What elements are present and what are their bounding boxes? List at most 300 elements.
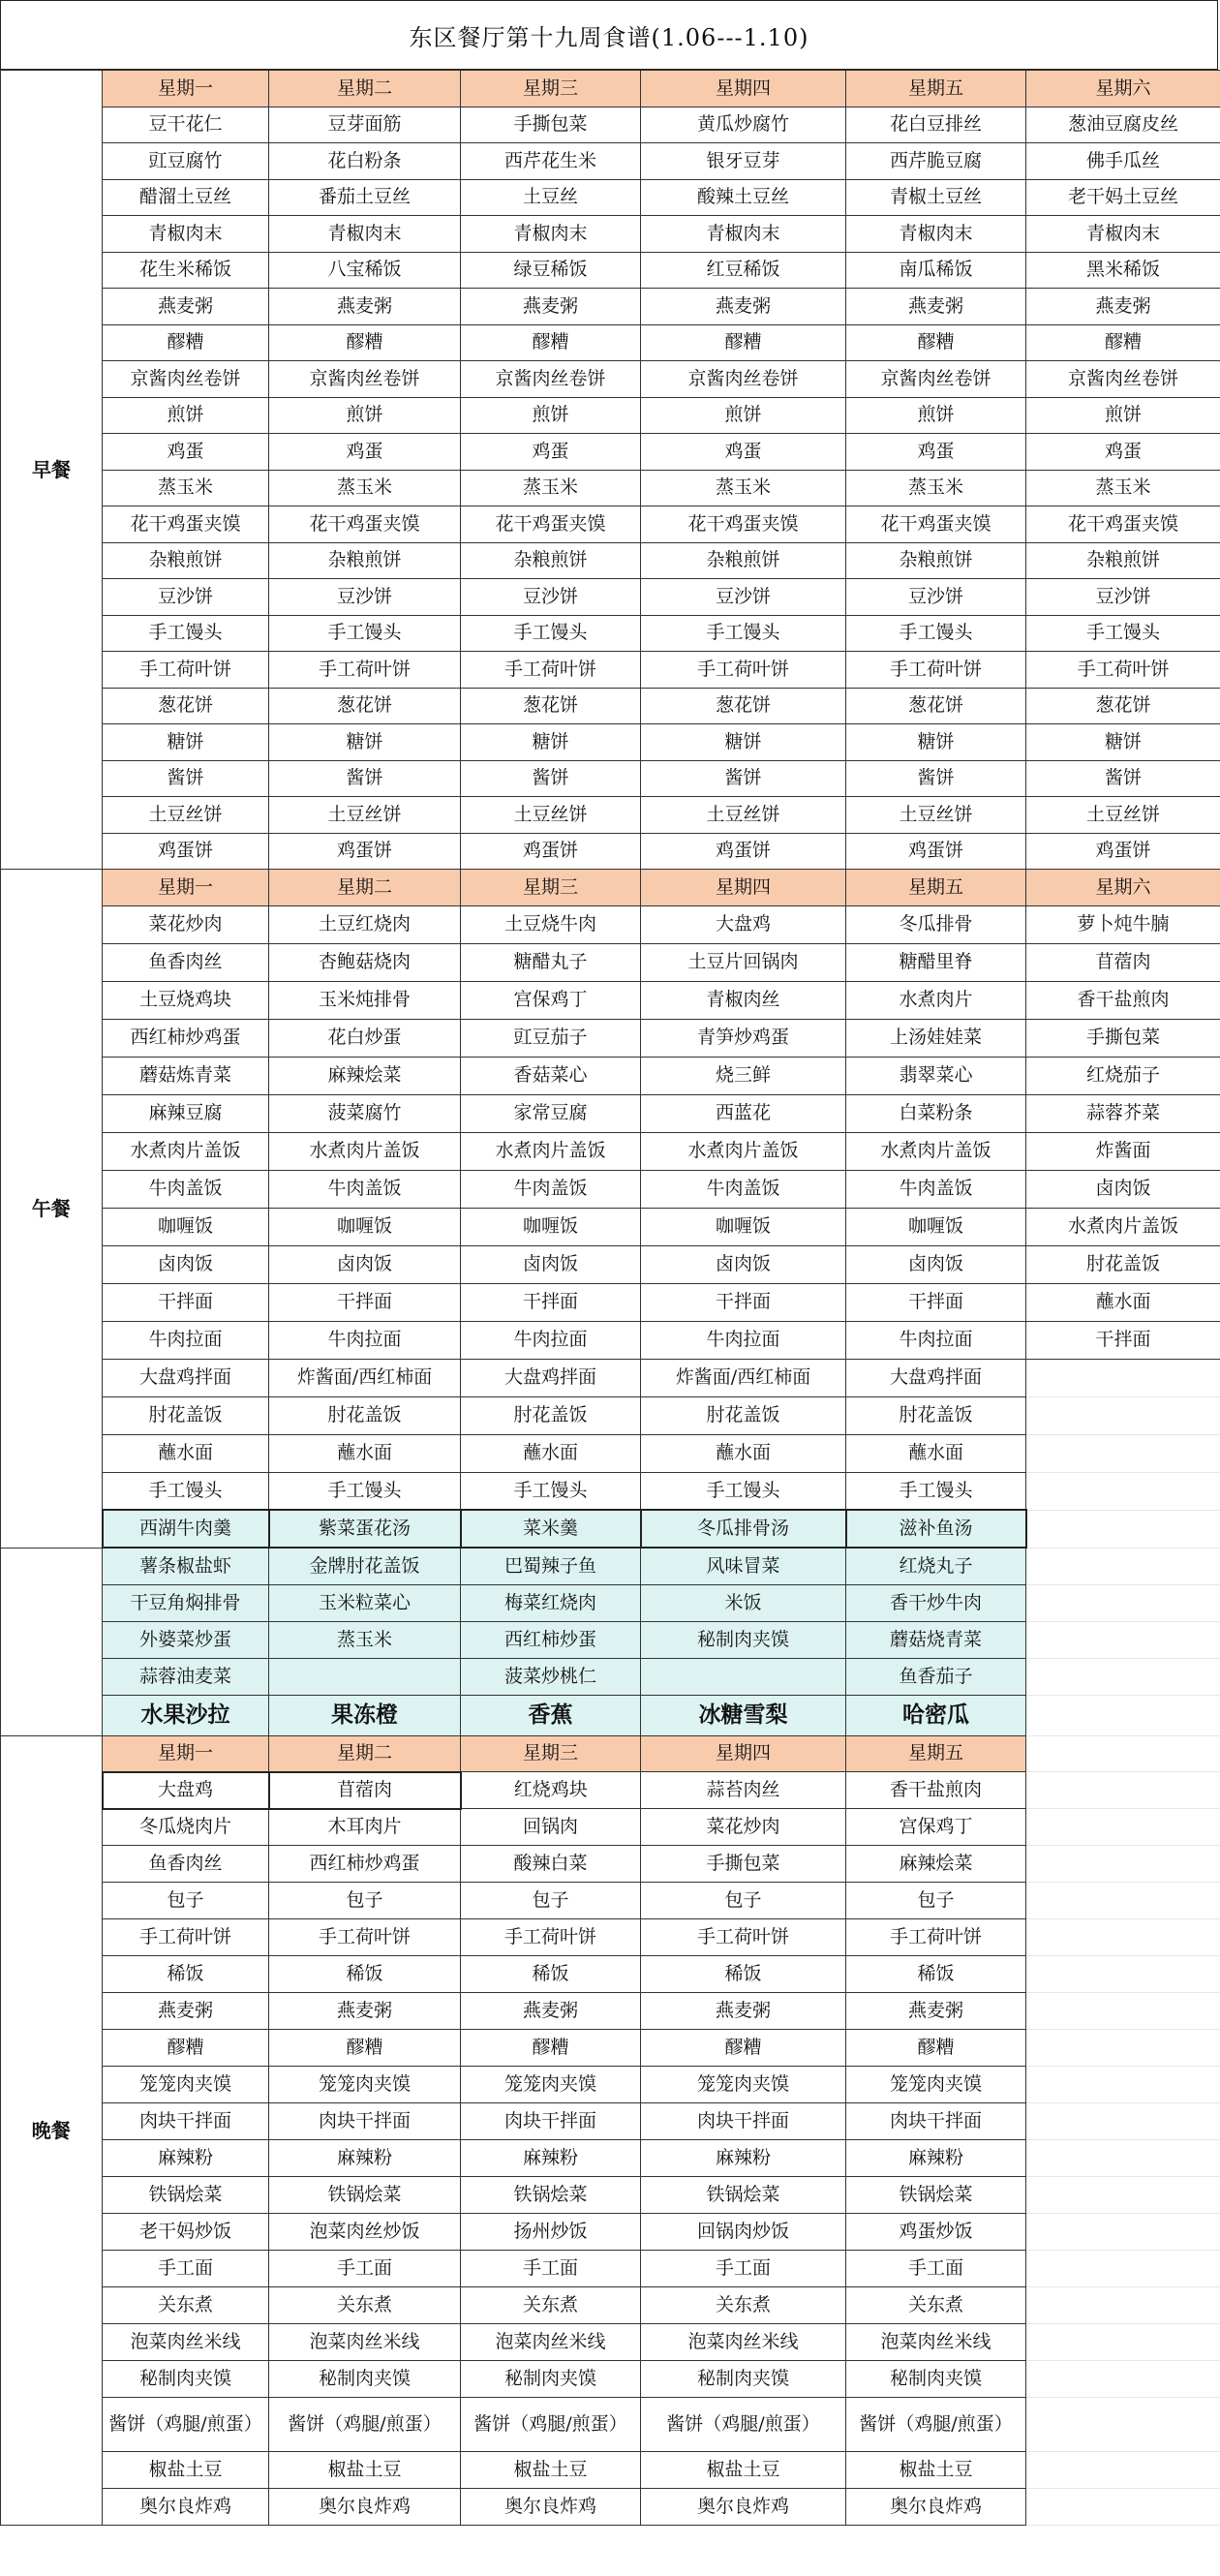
menu-cell: 肉块干拌面 <box>846 2103 1026 2140</box>
menu-cell: 炸酱面/西红柿面 <box>269 1359 461 1396</box>
empty-cell <box>1026 2489 1220 2526</box>
menu-cell: 京酱肉丝卷饼 <box>641 361 846 398</box>
menu-cell: 稀饭 <box>641 1956 846 1993</box>
table-row <box>1 1245 1220 1283</box>
empty-cell <box>1026 1993 1220 2030</box>
menu-cell: 手工馒头 <box>269 615 461 652</box>
menu-cell: 手工荷叶饼 <box>461 1919 641 1956</box>
table-row <box>1 1434 1220 1472</box>
menu-cell: 笼笼肉夹馍 <box>641 2067 846 2103</box>
table-row <box>1 1396 1220 1434</box>
table-row <box>1 1956 1220 1993</box>
menu-cell: 关东煮 <box>461 2287 641 2324</box>
menu-cell: 稀饭 <box>461 1956 641 1993</box>
menu-cell: 醪糟 <box>1026 324 1220 361</box>
snack-row <box>1 1548 1220 1584</box>
menu-cell: 醪糟 <box>103 2030 269 2067</box>
menu-cell: 手撕包菜 <box>1026 1019 1220 1057</box>
menu-cell: 萝卜炖牛腩 <box>1026 905 1220 943</box>
menu-cell: 铁锅烩菜 <box>269 2177 461 2214</box>
menu-cell: 咖喱饭 <box>103 1208 269 1245</box>
table-row <box>1 2489 1220 2526</box>
menu-cell: 泡菜肉丝炒饭 <box>269 2214 461 2251</box>
table-row <box>1 833 1220 870</box>
menu-cell: 手工面 <box>103 2251 269 2287</box>
menu-cell: 干拌面 <box>1026 1321 1220 1359</box>
menu-cell: 手工荷叶饼 <box>641 652 846 689</box>
menu-cell: 玉米炖排骨 <box>269 981 461 1019</box>
menu-cell: 干拌面 <box>103 1283 269 1321</box>
menu-cell: 青椒肉末 <box>269 216 461 253</box>
empty-cell <box>1026 1809 1220 1846</box>
menu-cell: 土豆烧鸡块 <box>103 981 269 1019</box>
menu-cell: 苜蓿肉 <box>269 1772 461 1809</box>
menu-cell: 家常豆腐 <box>461 1094 641 1132</box>
menu-cell: 包子 <box>461 1883 641 1919</box>
menu-cell: 手工馒头 <box>1026 615 1220 652</box>
breakfast-label: 早餐 <box>1 71 103 870</box>
menu-cell: 鸡蛋饼 <box>269 833 461 870</box>
fruit-cell: 冰糖雪梨 <box>641 1695 846 1735</box>
menu-cell: 糖饼 <box>846 724 1026 761</box>
menu-cell: 葱花饼 <box>641 688 846 724</box>
menu-cell: 青椒肉末 <box>641 216 846 253</box>
menu-cell: 番茄土豆丝 <box>269 179 461 216</box>
day-header: 星期三 <box>461 71 641 107</box>
menu-cell: 煎饼 <box>846 397 1026 434</box>
table-row <box>1 2214 1220 2251</box>
menu-cell: 水煮肉片盖饭 <box>846 1132 1026 1170</box>
menu-cell: 酱饼 <box>103 760 269 797</box>
menu-cell: 牛肉拉面 <box>846 1321 1026 1359</box>
menu-cell: 蘸水面 <box>641 1434 846 1472</box>
menu-cell: 豆沙饼 <box>269 579 461 616</box>
empty-cell <box>1026 1883 1220 1919</box>
menu-cell: 手撕包菜 <box>461 107 641 143</box>
table-row <box>1 2140 1220 2177</box>
menu-cell: 葱花饼 <box>1026 688 1220 724</box>
menu-cell: 蒸玉米 <box>269 470 461 506</box>
menu-cell: 肘花盖饭 <box>846 1396 1026 1434</box>
snack-cell: 秘制肉夹馍 <box>641 1621 846 1658</box>
table-row <box>1 2324 1220 2361</box>
menu-cell: 鱼香肉丝 <box>103 1846 269 1883</box>
menu-cell: 椒盐土豆 <box>641 2452 846 2489</box>
menu-cell: 黑米稀饭 <box>1026 252 1220 289</box>
table-row <box>1 688 1220 724</box>
menu-cell: 醪糟 <box>103 324 269 361</box>
menu-cell: 京酱肉丝卷饼 <box>269 361 461 398</box>
menu-cell: 豆干花仁 <box>103 107 269 143</box>
table-row <box>1 2361 1220 2398</box>
menu-cell: 煎饼 <box>461 397 641 434</box>
menu-cell: 银牙豆芽 <box>641 143 846 180</box>
empty-cell <box>1026 1695 1220 1735</box>
menu-cell: 冬瓜排骨 <box>846 905 1026 943</box>
snack-cell <box>269 1658 461 1695</box>
menu-cell: 酱饼 <box>461 760 641 797</box>
menu-cell: 手工馒头 <box>846 1472 1026 1510</box>
menu-cell: 杂粮煎饼 <box>846 542 1026 579</box>
table-row <box>1 289 1220 325</box>
fruit-cell: 果冻橙 <box>269 1695 461 1735</box>
menu-cell: 咖喱饭 <box>461 1208 641 1245</box>
table-row <box>1 1993 1220 2030</box>
menu-cell: 关东煮 <box>103 2287 269 2324</box>
menu-cell: 蘸水面 <box>846 1434 1026 1472</box>
menu-cell: 菜米羹 <box>461 1510 641 1548</box>
menu-cell: 笼笼肉夹馍 <box>846 2067 1026 2103</box>
menu-cell: 泡菜肉丝米线 <box>641 2324 846 2361</box>
menu-cell: 水煮肉片盖饭 <box>461 1132 641 1170</box>
menu-cell: 手工荷叶饼 <box>846 1919 1026 1956</box>
empty-cell <box>1026 2140 1220 2177</box>
menu-cell: 酱饼（鸡腿/煎蛋） <box>103 2398 269 2452</box>
snack-row <box>1 1621 1220 1658</box>
table-row <box>1 724 1220 761</box>
menu-cell: 酱饼（鸡腿/煎蛋） <box>461 2398 641 2452</box>
menu-cell: 醪糟 <box>461 324 641 361</box>
menu-cell: 花白粉条 <box>269 143 461 180</box>
menu-cell: 烧三鲜 <box>641 1057 846 1094</box>
menu-cell: 鸡蛋炒饭 <box>846 2214 1026 2251</box>
empty-cell <box>1026 2361 1220 2398</box>
menu-cell: 奥尔良炸鸡 <box>269 2489 461 2526</box>
table-row <box>1 397 1220 434</box>
menu-cell: 稀饭 <box>269 1956 461 1993</box>
menu-cell: 干拌面 <box>269 1283 461 1321</box>
menu-cell: 酱饼 <box>641 760 846 797</box>
menu-cell: 麻辣粉 <box>103 2140 269 2177</box>
menu-cell: 鸡蛋饼 <box>103 833 269 870</box>
menu-cell: 煎饼 <box>641 397 846 434</box>
menu-cell: 土豆丝饼 <box>103 797 269 834</box>
menu-cell: 杂粮煎饼 <box>1026 542 1220 579</box>
menu-cell: 秘制肉夹馍 <box>103 2361 269 2398</box>
menu-cell: 西芹脆豆腐 <box>846 143 1026 180</box>
day-header: 星期二 <box>269 71 461 107</box>
menu-cell: 西红柿炒鸡蛋 <box>103 1019 269 1057</box>
menu-cell: 牛肉拉面 <box>641 1321 846 1359</box>
menu-cell: 西芹花生米 <box>461 143 641 180</box>
breakfast-header-row <box>1 71 1220 107</box>
fruit-cell: 水果沙拉 <box>103 1695 269 1735</box>
menu-cell: 燕麦粥 <box>641 1993 846 2030</box>
menu-cell: 蘸水面 <box>103 1434 269 1472</box>
menu-cell: 青椒肉末 <box>461 216 641 253</box>
menu-cell: 上汤娃娃菜 <box>846 1019 1026 1057</box>
menu-cell: 花干鸡蛋夹馍 <box>1026 506 1220 543</box>
menu-cell: 牛肉盖饭 <box>461 1170 641 1208</box>
day-header: 星期三 <box>461 870 641 906</box>
table-row <box>1 1283 1220 1321</box>
empty-cell <box>1026 2030 1220 2067</box>
menu-cell: 稀饭 <box>846 1956 1026 1993</box>
menu-cell: 青椒肉末 <box>846 216 1026 253</box>
menu-cell: 香干盐煎肉 <box>1026 981 1220 1019</box>
menu-cell: 铁锅烩菜 <box>103 2177 269 2214</box>
menu-cell: 杂粮煎饼 <box>461 542 641 579</box>
menu-cell: 笼笼肉夹馍 <box>269 2067 461 2103</box>
menu-cell: 牛肉拉面 <box>103 1321 269 1359</box>
menu-cell: 鸡蛋 <box>461 434 641 471</box>
menu-cell: 葱油豆腐皮丝 <box>1026 107 1220 143</box>
menu-cell: 大盘鸡拌面 <box>103 1359 269 1396</box>
menu-cell: 麻辣粉 <box>846 2140 1026 2177</box>
snack-cell: 梅菜红烧肉 <box>461 1584 641 1621</box>
empty-cell <box>1026 1434 1220 1472</box>
menu-cell: 鱼香肉丝 <box>103 943 269 981</box>
menu-cell: 奥尔良炸鸡 <box>641 2489 846 2526</box>
menu-cell: 笼笼肉夹馍 <box>461 2067 641 2103</box>
menu-cell: 肉块干拌面 <box>641 2103 846 2140</box>
menu-cell: 铁锅烩菜 <box>461 2177 641 2214</box>
menu-cell: 冬瓜排骨汤 <box>641 1510 846 1548</box>
menu-cell: 土豆丝饼 <box>641 797 846 834</box>
menu-cell: 土豆丝饼 <box>461 797 641 834</box>
menu-cell: 黄瓜炒腐竹 <box>641 107 846 143</box>
menu-cell: 奥尔良炸鸡 <box>461 2489 641 2526</box>
menu-cell: 大盘鸡拌面 <box>846 1359 1026 1396</box>
menu-cell: 椒盐土豆 <box>846 2452 1026 2489</box>
menu-cell: 翡翠菜心 <box>846 1057 1026 1094</box>
menu-cell: 糖饼 <box>1026 724 1220 761</box>
empty-cell <box>1026 1919 1220 1956</box>
menu-cell: 佛手瓜丝 <box>1026 143 1220 180</box>
menu-cell: 冬瓜烧肉片 <box>103 1809 269 1846</box>
menu-cell: 杂粮煎饼 <box>269 542 461 579</box>
menu-cell: 麻辣粉 <box>461 2140 641 2177</box>
empty-cell <box>1026 1510 1220 1548</box>
menu-cell: 卤肉饭 <box>269 1245 461 1283</box>
menu-cell: 肘花盖饭 <box>1026 1245 1220 1283</box>
menu-cell: 菜花炒肉 <box>103 905 269 943</box>
snack-row <box>1 1584 1220 1621</box>
menu-cell: 手工面 <box>846 2251 1026 2287</box>
menu-cell: 麻辣烩菜 <box>269 1057 461 1094</box>
table-row <box>1 470 1220 506</box>
day-header: 星期四 <box>641 870 846 906</box>
table-row <box>1 179 1220 216</box>
snack-cell: 蘑菇烧青菜 <box>846 1621 1026 1658</box>
menu-cell: 手工馒头 <box>641 615 846 652</box>
table-row <box>1 1132 1220 1170</box>
table-row <box>1 1883 1220 1919</box>
menu-cell: 青椒肉末 <box>103 216 269 253</box>
menu-cell: 奥尔良炸鸡 <box>846 2489 1026 2526</box>
menu-cell: 南瓜稀饭 <box>846 252 1026 289</box>
menu-cell: 花白豆排丝 <box>846 107 1026 143</box>
menu-cell: 手工馒头 <box>461 615 641 652</box>
menu-cell: 蒸玉米 <box>846 470 1026 506</box>
lunch-header-row <box>1 870 1220 906</box>
menu-cell: 京酱肉丝卷饼 <box>1026 361 1220 398</box>
menu-cell: 酱饼（鸡腿/煎蛋） <box>269 2398 461 2452</box>
menu-cell: 椒盐土豆 <box>103 2452 269 2489</box>
table-row <box>1 1359 1220 1396</box>
empty-cell <box>1026 1735 1220 1772</box>
dinner-header-row <box>1 1735 1220 1772</box>
menu-cell: 肉块干拌面 <box>103 2103 269 2140</box>
menu-cell: 椒盐土豆 <box>269 2452 461 2489</box>
menu-cell: 蘸水面 <box>461 1434 641 1472</box>
menu-cell: 手工面 <box>461 2251 641 2287</box>
table-row <box>1 1019 1220 1057</box>
menu-cell: 宫保鸡丁 <box>461 981 641 1019</box>
menu-cell: 香菇菜心 <box>461 1057 641 1094</box>
empty-cell <box>1026 2103 1220 2140</box>
menu-cell: 咖喱饭 <box>269 1208 461 1245</box>
table-row <box>1 615 1220 652</box>
table-row <box>1 1094 1220 1132</box>
table-row <box>1 143 1220 180</box>
snack-cell: 西红柿炒蛋 <box>461 1621 641 1658</box>
menu-cell: 手工馒头 <box>269 1472 461 1510</box>
empty-cell <box>1026 1548 1220 1584</box>
menu-cell: 土豆丝饼 <box>846 797 1026 834</box>
menu-cell: 鸡蛋 <box>846 434 1026 471</box>
menu-cell: 扬州炒饭 <box>461 2214 641 2251</box>
menu-cell: 酱饼 <box>846 760 1026 797</box>
day-header: 星期一 <box>103 1735 269 1772</box>
day-header: 星期二 <box>269 870 461 906</box>
menu-cell: 燕麦粥 <box>846 289 1026 325</box>
menu-cell: 燕麦粥 <box>461 289 641 325</box>
menu-cell: 糖饼 <box>641 724 846 761</box>
table-row <box>1 579 1220 616</box>
menu-cell: 酱饼（鸡腿/煎蛋） <box>641 2398 846 2452</box>
menu-cell: 蘸水面 <box>1026 1283 1220 1321</box>
table-row <box>1 2398 1220 2452</box>
menu-cell: 干拌面 <box>641 1283 846 1321</box>
snack-cell: 香干炒牛肉 <box>846 1584 1026 1621</box>
menu-cell: 肉块干拌面 <box>269 2103 461 2140</box>
menu-cell: 泡菜肉丝米线 <box>269 2324 461 2361</box>
menu-cell: 花干鸡蛋夹馍 <box>846 506 1026 543</box>
menu-cell: 蒸玉米 <box>1026 470 1220 506</box>
lunch-label: 午餐 <box>1 870 103 1549</box>
snack-row <box>1 1658 1220 1695</box>
menu-cell: 花干鸡蛋夹馍 <box>461 506 641 543</box>
menu-cell: 土豆丝 <box>461 179 641 216</box>
menu-cell: 红烧鸡块 <box>461 1772 641 1809</box>
menu-cell: 鸡蛋 <box>641 434 846 471</box>
empty-cell <box>1026 1956 1220 1993</box>
table-row <box>1 506 1220 543</box>
menu-cell: 大盘鸡 <box>103 1772 269 1809</box>
menu-cell: 秘制肉夹馍 <box>846 2361 1026 2398</box>
menu-cell: 椒盐土豆 <box>461 2452 641 2489</box>
menu-cell: 卤肉饭 <box>461 1245 641 1283</box>
table-row <box>1 361 1220 398</box>
menu-cell: 杏鲍菇烧肉 <box>269 943 461 981</box>
snack-cell: 鱼香茄子 <box>846 1658 1026 1695</box>
menu-table <box>0 70 1220 2526</box>
menu-cell: 酱饼 <box>269 760 461 797</box>
menu-cell: 豆沙饼 <box>641 579 846 616</box>
empty-cell <box>1026 1472 1220 1510</box>
menu-cell: 手工荷叶饼 <box>269 1919 461 1956</box>
menu-cell: 醋溜土豆丝 <box>103 179 269 216</box>
menu-cell: 酱饼 <box>1026 760 1220 797</box>
empty-cell <box>1026 1772 1220 1809</box>
menu-cell: 包子 <box>641 1883 846 1919</box>
table-row <box>1 1772 1220 1809</box>
menu-cell: 肘花盖饭 <box>103 1396 269 1434</box>
empty-cell <box>1026 2398 1220 2452</box>
menu-cell: 卤肉饭 <box>1026 1170 1220 1208</box>
menu-cell: 手工馒头 <box>461 1472 641 1510</box>
menu-cell: 手工荷叶饼 <box>269 652 461 689</box>
snack-cell: 米饭 <box>641 1584 846 1621</box>
table-row <box>1 1510 1220 1548</box>
menu-cell: 酸辣土豆丝 <box>641 179 846 216</box>
menu-cell: 煎饼 <box>269 397 461 434</box>
menu-cell: 大盘鸡拌面 <box>461 1359 641 1396</box>
menu-cell: 蒸玉米 <box>461 470 641 506</box>
menu-cell: 葱花饼 <box>103 688 269 724</box>
menu-cell: 葱花饼 <box>461 688 641 724</box>
empty-cell <box>1026 2177 1220 2214</box>
table-row <box>1 1321 1220 1359</box>
table-row <box>1 542 1220 579</box>
menu-cell: 鸡蛋 <box>103 434 269 471</box>
menu-cell: 醪糟 <box>461 2030 641 2067</box>
menu-cell: 青椒肉末 <box>1026 216 1220 253</box>
snack-cell: 菠菜炒桃仁 <box>461 1658 641 1695</box>
table-row <box>1 1919 1220 1956</box>
menu-cell: 煎饼 <box>103 397 269 434</box>
menu-cell: 燕麦粥 <box>269 289 461 325</box>
menu-cell: 肉块干拌面 <box>461 2103 641 2140</box>
menu-cell: 泡菜肉丝米线 <box>461 2324 641 2361</box>
menu-cell: 肘花盖饭 <box>461 1396 641 1434</box>
menu-cell: 手撕包菜 <box>641 1846 846 1883</box>
menu-cell: 豆沙饼 <box>1026 579 1220 616</box>
menu-cell: 蒜蓉芥菜 <box>1026 1094 1220 1132</box>
empty-cell <box>1026 2324 1220 2361</box>
menu-cell: 水煮肉片盖饭 <box>269 1132 461 1170</box>
day-header: 星期四 <box>641 1735 846 1772</box>
menu-cell: 香干盐煎肉 <box>846 1772 1026 1809</box>
menu-cell: 紫菜蛋花汤 <box>269 1510 461 1548</box>
menu-cell: 肘花盖饭 <box>269 1396 461 1434</box>
table-row <box>1 2287 1220 2324</box>
menu-cell: 泡菜肉丝米线 <box>846 2324 1026 2361</box>
menu-cell: 鸡蛋 <box>269 434 461 471</box>
menu-cell: 泡菜肉丝米线 <box>103 2324 269 2361</box>
menu-cell: 牛肉拉面 <box>461 1321 641 1359</box>
menu-cell: 燕麦粥 <box>846 1993 1026 2030</box>
snack-cell: 蒜蓉油麦菜 <box>103 1658 269 1695</box>
day-header: 星期六 <box>1026 870 1220 906</box>
menu-cell: 京酱肉丝卷饼 <box>846 361 1026 398</box>
menu-cell: 手工馒头 <box>103 615 269 652</box>
table-row <box>1 1170 1220 1208</box>
menu-title: 东区餐厅第十九周食谱(1.06---1.10) <box>0 0 1218 70</box>
menu-cell: 老干妈土豆丝 <box>1026 179 1220 216</box>
day-header: 星期五 <box>846 1735 1026 1772</box>
menu-cell: 麻辣豆腐 <box>103 1094 269 1132</box>
menu-cell: 牛肉盖饭 <box>846 1170 1026 1208</box>
empty-cell <box>1026 1396 1220 1434</box>
menu-cell: 咖喱饭 <box>641 1208 846 1245</box>
table-row <box>1 1846 1220 1883</box>
menu-cell: 手工荷叶饼 <box>461 652 641 689</box>
table-row <box>1 324 1220 361</box>
menu-cell: 菜花炒肉 <box>641 1809 846 1846</box>
menu-cell: 奥尔良炸鸡 <box>103 2489 269 2526</box>
